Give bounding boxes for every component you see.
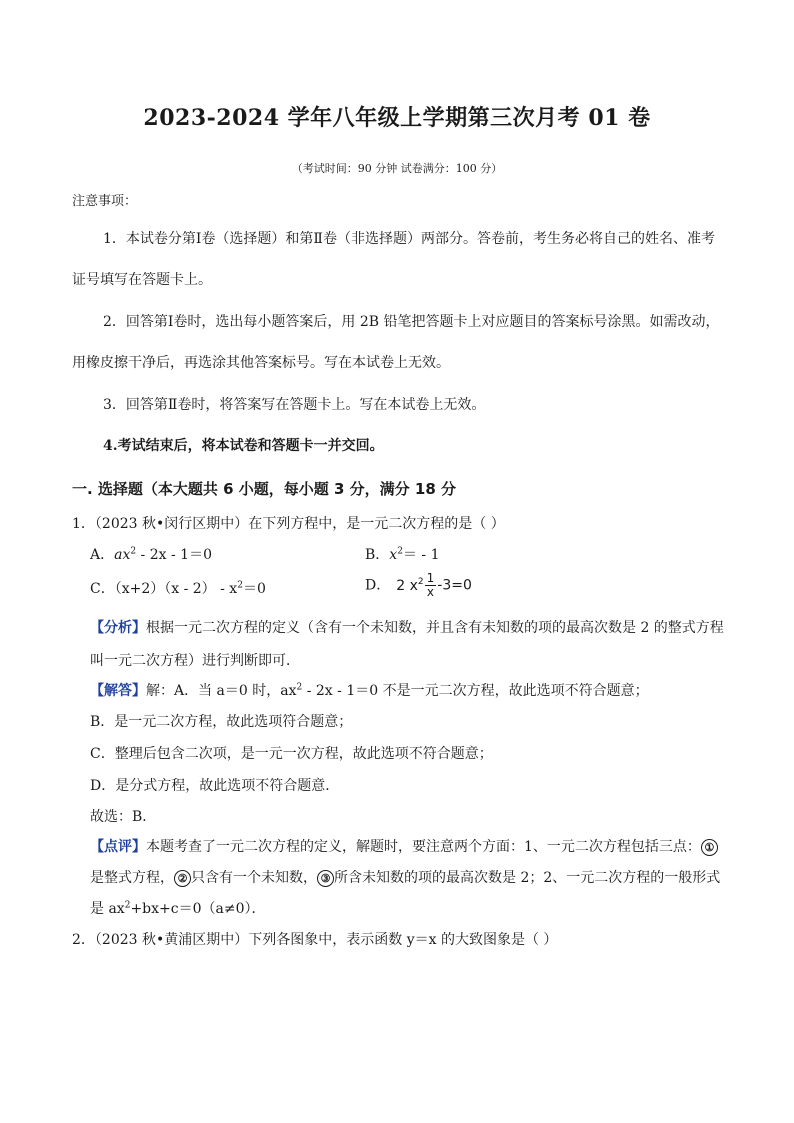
note-4: 4.考试结束后，将本试卷和答题卡一并交回。 — [103, 438, 384, 454]
answer-line-2: B．是一元二次方程，故此选项符合题意； — [90, 714, 353, 730]
circled-number-1: ① — [701, 839, 718, 856]
comment-line-1: 【点评】本题考查了一元二次方程的定义，解题时，要注意两个方面：1、一元二次方程包括三点： ① — [90, 836, 718, 856]
circled-number-3: ③ — [317, 870, 334, 887]
analysis-line-1: 【分析】根据一元二次方程的定义（含有一个未知数，并且含有未知数的项的最高次数是 2 的整式方程 — [90, 620, 724, 636]
comment-line-2: 是整式方程， ② 只含有一个未知数， ③ 所含未知数的项的最高次数是 2；2、一元二次方程的一般形式 — [90, 870, 721, 886]
answer-line-3: C．整理后包含二次项，是一元一次方程，故此选项不符合题意； — [90, 746, 493, 762]
question-1-option-c: C．$(x+2)(x - 2) - x^2=0$ — [90, 580, 266, 597]
fraction-one-over-x: $\frac{1}{x}$ — [426, 571, 435, 599]
analysis-line-2: 叫一元二次方程）进行判断即可． — [90, 653, 300, 669]
note-1-line-2: 证号填写在答题卡上。 — [72, 272, 212, 288]
page-title: 2023-2024 学年八年级上学期第三次月考 01 卷 — [143, 105, 651, 131]
answer-tag: 【解答】 — [90, 683, 146, 699]
question-1-option-d: D． 2 $x^2$ $\frac{1}{x}$ -3=0 — [365, 571, 472, 599]
analysis-tag: 【分析】 — [90, 620, 146, 636]
question-1-option-a: A．$ax^2 - 2x - 1=0$ — [90, 546, 212, 563]
notes-heading: 注意事项： — [72, 194, 138, 209]
section-heading: 一. 选择题（本大题共 6 小题，每小题 3 分，满分 18 分 — [72, 480, 457, 498]
answer-line-1: 【解答】解：A．当 a＝0 时，$ax^2 - 2x - 1=0$ 不是一元二次方程，故此选项不符合题意； — [90, 682, 649, 699]
circled-number-2: ② — [174, 870, 191, 887]
note-2-line-2: 用橡皮擦干净后，再选涂其他答案标号。写在本试卷上无效。 — [72, 355, 450, 371]
question-2-stem: 2．（2023 秋•黄浦区期中）下列各图象中，表示函数 y＝x 的大致图象是（ ） — [72, 932, 558, 948]
answer-line-4: D．是分式方程，故此选项不符合题意． — [90, 778, 340, 794]
comment-line-3: 是 $ax^2+bx+c=0(a\ne 0)$． — [90, 900, 266, 917]
note-2-line-1: 2．回答第Ⅰ卷时，选出每小题答案后，用 2B 铅笔把答题卡上对应题目的答案标号涂黑。如需改动， — [103, 314, 720, 330]
answer-choice: 故选：B． — [90, 809, 157, 825]
exam-info: （考试时间：90 分钟 试卷满分：100 分） — [291, 162, 503, 175]
note-3: 3．回答第Ⅱ卷时，将答案写在答题卡上。写在本试卷上无效。 — [103, 397, 486, 413]
note-1-line-1: 1．本试卷分第Ⅰ卷（选择题）和第Ⅱ卷（非选择题）两部分。答卷前，考生务必将自己的姓名、准考 — [103, 231, 715, 247]
question-1-stem: 1．（2023 秋•闵行区期中）在下列方程中，是一元二次方程的是（ ） — [72, 516, 505, 532]
question-1-option-b: B．$x^2= - 1$ — [365, 546, 440, 563]
comment-tag: 【点评】 — [90, 839, 146, 855]
